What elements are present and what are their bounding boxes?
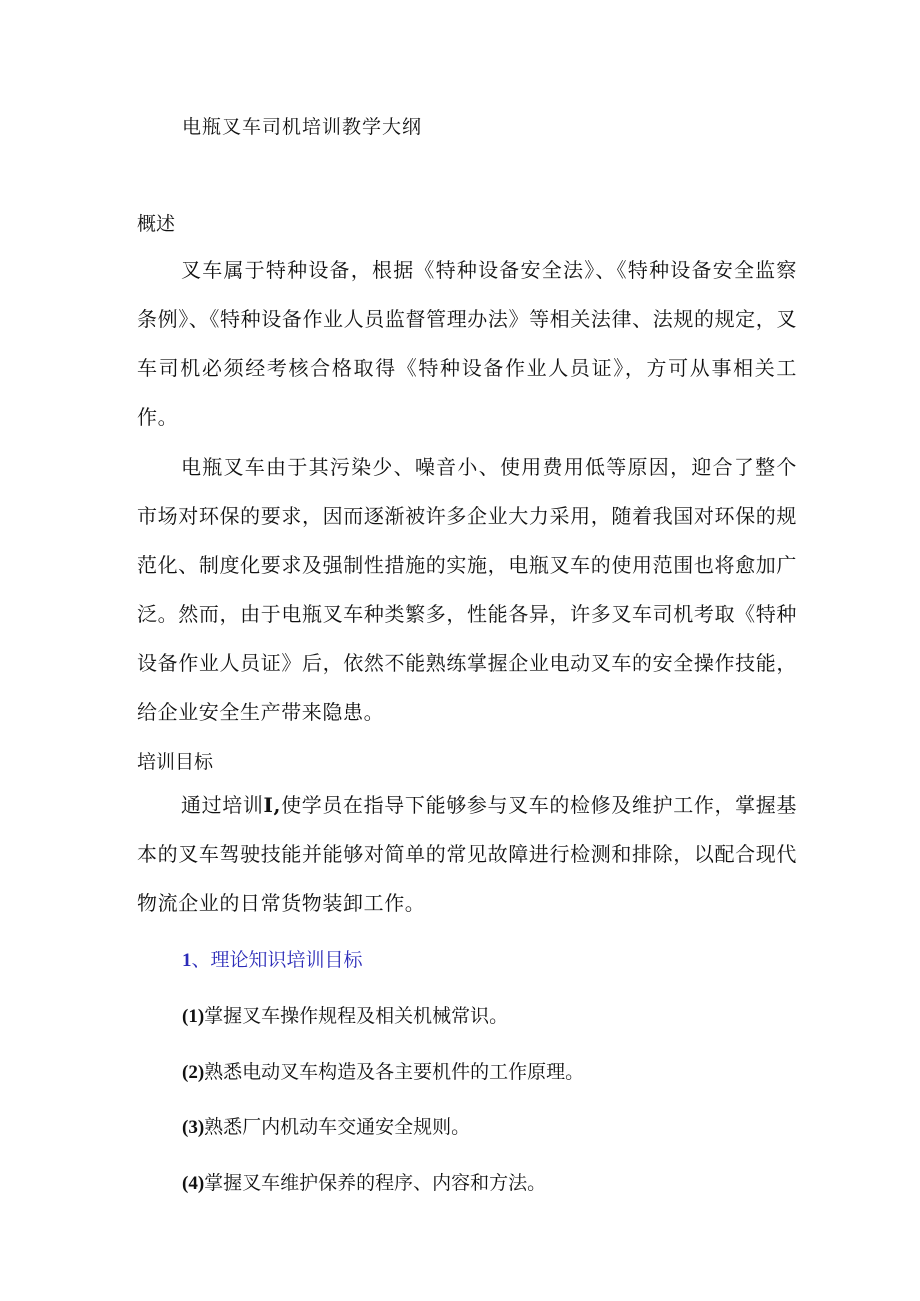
goal-text-pre: 通过培训	[181, 793, 264, 817]
goal-text-bold: I,	[263, 793, 282, 817]
goal-text-post: 使学员在指导下能够参与叉车的检修及维护工作，掌握基本的叉车驾驶技能并能够对简单的常见故障进行检测和排除，以配合现代物流企业的日常货物装卸工作。	[137, 793, 797, 915]
document-title: 电瓶叉车司机培训教学大纲	[182, 116, 423, 138]
goal-item	[182, 1001, 508, 1028]
goal-item	[182, 1168, 546, 1195]
goal-item-number: (2)	[182, 1062, 205, 1083]
overview-heading: 概述	[137, 213, 176, 235]
goal-heading: 培训目标	[137, 751, 214, 773]
goal-item-text: 掌握叉车操作规程及相关机械常识。	[204, 1005, 509, 1027]
goal-item-number: (1)	[182, 1006, 205, 1027]
goal-item-text: 熟悉电动叉车构造及各主要机件的工作原理。	[204, 1061, 585, 1083]
goal-item-number: (4)	[182, 1173, 205, 1194]
theory-subheading-text: 、理论知识培训目标	[191, 949, 363, 971]
theory-subheading-number: 1	[182, 950, 192, 971]
goal-paragraph	[137, 781, 797, 928]
goal-item-number: (3)	[182, 1117, 205, 1138]
goal-item	[182, 1057, 584, 1084]
overview-paragraph-2: 电瓶叉车由于其污染少、噪音小、使用费用低等原因，迎合了整个市场对环保的要求，因而逐渐被许多企业大力采用，随着我国对环保的规范化、制度化要求及强制性措施的实施，电瓶叉车的使用范围也将愈加广泛。然而，由于电瓶叉车种类繁多，性能各异，许多叉车司机考取《特种设备作业人员证》后，依然不能熟练掌握企业电动叉车的安全操作技能，给企业安全生产带来隐患。	[137, 455, 797, 724]
goal-item-text: 掌握叉车维护保养的程序、内容和方法。	[204, 1172, 547, 1194]
theory-subheading	[182, 945, 363, 972]
overview-paragraph-1: 叉车属于特种设备，根据《特种设备安全法》、《特种设备安全监察条例》、《特种设备作业人员监督管理办法》等相关法律、法规的规定，叉车司机必须经考核合格取得《特种设备作业人员证》，方可从事相关工作。	[137, 258, 797, 429]
goal-item-text: 熟悉厂内机动车交通安全规则。	[204, 1116, 471, 1138]
goal-item	[182, 1112, 470, 1139]
